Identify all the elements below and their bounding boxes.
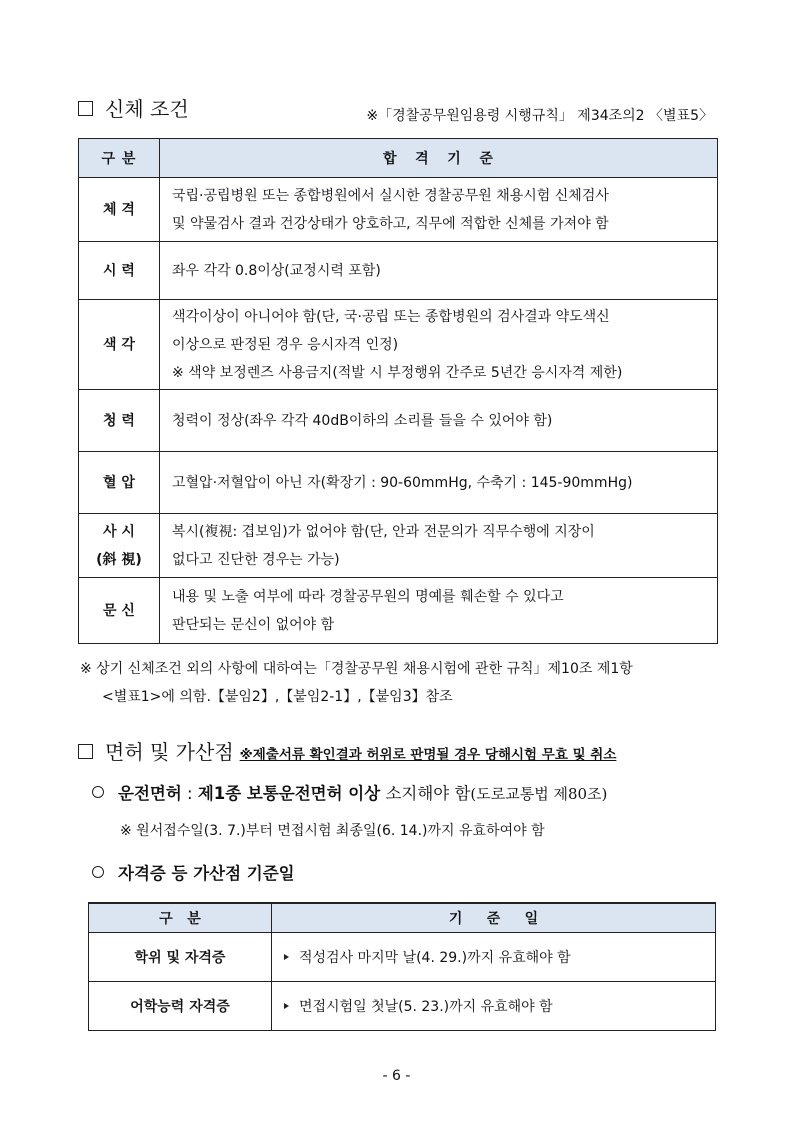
column-header: 합 격 기 준: [160, 139, 718, 178]
row-content: 청력이 정상(좌우 각각 40dB이하의 소리를 들을 수 있어야 함): [160, 390, 718, 452]
table-header-row: [89, 903, 716, 933]
triangle-bullet-icon: [284, 1003, 289, 1009]
table-row: [79, 578, 718, 644]
triangle-bullet-icon: [284, 954, 289, 960]
table-row: [79, 390, 718, 452]
row-content: 복시(複視: 겹보임)가 없어야 함(단, 안과 전문의가 직무수행에 지장이 없다고 진단한 경우는 가능): [160, 514, 718, 578]
table-row: [89, 933, 716, 982]
table-row: [79, 300, 718, 390]
table-row: [79, 178, 718, 242]
column-header: 기 준 일: [272, 903, 716, 933]
bonus-criteria-table: [88, 902, 716, 1031]
circle-bullet-icon: [92, 866, 104, 878]
row-content: 국립·공립병원 또는 종합병원에서 실시한 경찰공무원 채용시험 신체검사 및 약물검사 결과 건강상태가 양호하고, 직무에 적합한 신체를 가져야 함: [160, 178, 718, 242]
square-bullet-icon: [78, 744, 93, 759]
circle-bullet-icon: [92, 786, 104, 798]
square-bullet-icon: [78, 101, 93, 116]
section-title-license: 면허 및 가산점 ※제출서류 확인결과 허위로 판명될 경우 당해시험 무효 및 취소: [78, 736, 616, 765]
driver-license-item: 운전면허 : 제1종 보통운전면허 이상 소지해야 함(도로교통법 제80조): [92, 780, 607, 804]
bonus-title: 자격증 등 가산점 기준일: [92, 860, 295, 884]
row-content: 내용 및 노출 여부에 따라 경찰공무원의 명예를 훼손할 수 있다고 판단되는 문신이 없어야 함: [160, 578, 718, 644]
table-row: [79, 452, 718, 514]
row-content: 면접시험일 첫날(5. 23.)까지 유효해야 함: [272, 982, 716, 1031]
row-label: 청 력: [79, 390, 160, 452]
row-content: 색각이상이 아니어야 함(단, 국·공립 또는 종합병원의 검사결과 약도색신 이상으로 판정된 경우 응시자격 인정) ※ 색약 보정렌즈 사용금지(적발 시 부정행위 간주로 5년간 응시자격 제한): [160, 300, 718, 390]
row-label: 문 신: [79, 578, 160, 644]
column-header: 구 분: [89, 903, 272, 933]
table-row: [89, 982, 716, 1031]
row-label: 혈 압: [79, 452, 160, 514]
table-row: [79, 242, 718, 300]
row-label: 사 시 (斜 視): [79, 514, 160, 578]
warning-text: ※제출서류 확인결과 허위로 판명될 경우 당해시험 무효 및 취소: [239, 747, 617, 763]
section-title-physical: 신체 조건: [78, 93, 189, 122]
footnote: ※ 상기 신체조건 외의 사항에 대하여는「경찰공무원 채용시험에 관한 규칙」제10조 제1항 <별표1>에 의함.【붙임2】,【붙임2-1】,【붙임3】참조: [80, 661, 633, 705]
row-label: 어학능력 자격증: [89, 982, 272, 1031]
row-content: 적성검사 마지막 날(4. 29.)까지 유효해야 함: [272, 933, 716, 982]
row-label: 색 각: [79, 300, 160, 390]
row-content: 좌우 각각 0.8이상(교정시력 포함): [160, 242, 718, 300]
table-row: [79, 514, 718, 578]
physical-requirements-table: [78, 138, 718, 644]
row-label: 시 력: [79, 242, 160, 300]
row-content: 고혈압·저혈압이 아닌 자(확장기 : 90-60mmHg, 수축기 : 145-90mmHg): [160, 452, 718, 514]
row-label: 학위 및 자격증: [89, 933, 272, 982]
reference-citation: ※「경찰공무원임용령 시행규칙」 제34조의2 〈별표5〉: [366, 108, 713, 124]
row-label: 체 격: [79, 178, 160, 242]
driver-license-note: ※ 원서접수일(3. 7.)부터 면접시험 최종일(6. 14.)까지 유효하여야 함: [120, 823, 545, 839]
table-header-row: [79, 139, 718, 178]
column-header: 구 분: [79, 139, 160, 178]
page-number: - 6 -: [382, 1068, 411, 1084]
